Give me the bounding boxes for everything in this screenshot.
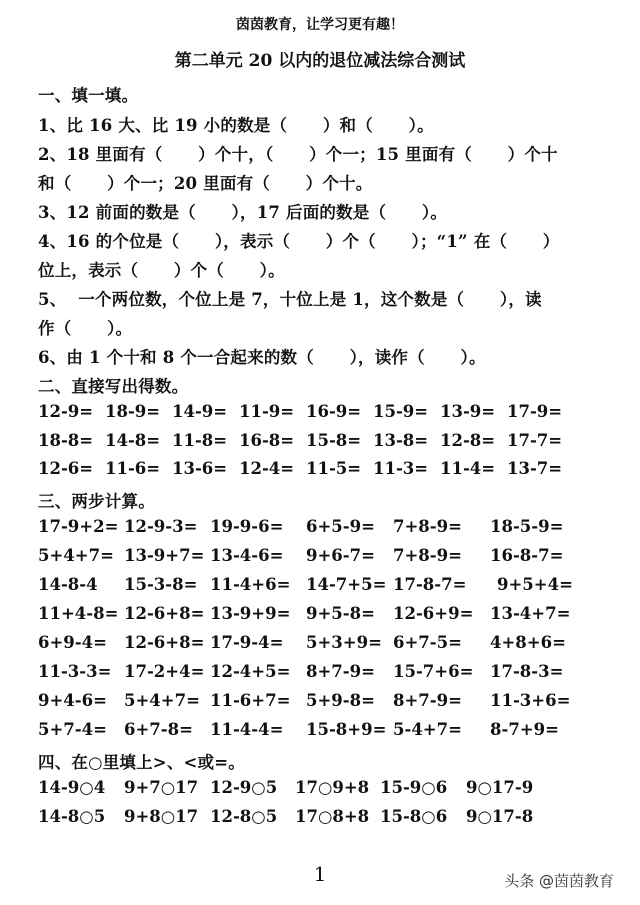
calc-item: 8+7-9= — [306, 662, 375, 681]
calc-row — [38, 546, 618, 570]
calc-row — [38, 431, 618, 455]
calc-item: 9+5+4= — [497, 575, 573, 594]
compare-item: 15-9○6 — [380, 778, 448, 797]
calc-item: 13-4+7= — [490, 604, 571, 623]
question-line: 和（ ）个一；20 里面有（ ）个十。 — [38, 174, 373, 193]
calc-item: 15-8+9= — [306, 720, 387, 739]
calc-item: 9+6-7= — [306, 546, 375, 565]
section1-heading: 一、填一填。 — [38, 86, 139, 105]
calc-item: 17-2+4= — [124, 662, 205, 681]
page-number: 1 — [313, 862, 327, 886]
calc-item: 12-6+8= — [124, 604, 205, 623]
question-line: 2、18 里面有（ ）个十，（ ）个一；15 里面有（ ）个十 — [38, 145, 558, 164]
page-title: 第二单元 20 以内的退位减法综合测试 — [174, 51, 466, 71]
calc-item: 15-7+6= — [393, 662, 474, 681]
calc-item: 17-9-4= — [210, 633, 284, 652]
calc-item: 5-4+7= — [393, 720, 462, 739]
calc-item: 12-6+8= — [124, 633, 205, 652]
calc-item: 11-6= — [105, 459, 161, 478]
calc-item: 14-7+5= — [306, 575, 387, 594]
calc-item: 7+8-9= — [393, 546, 462, 565]
calc-item: 8-7+9= — [490, 720, 559, 739]
calc-item: 11-5= — [306, 459, 362, 478]
calc-item: 13-9+7= — [124, 546, 205, 565]
question-line: 1、比 16 大、比 19 小的数是（ ）和（ ）。 — [38, 116, 434, 135]
section2-heading: 二、直接写出得数。 — [38, 377, 189, 396]
calc-item: 11-4= — [440, 459, 496, 478]
calc-item: 11+4-8= — [38, 604, 119, 623]
calc-row — [38, 691, 618, 715]
calc-item: 18-8= — [38, 431, 94, 450]
calc-item: 6+5-9= — [306, 517, 375, 536]
calc-item: 15-9= — [373, 402, 429, 421]
calc-row — [38, 604, 618, 628]
calc-item: 12-4= — [239, 459, 295, 478]
compare-item: 12-9○5 — [210, 778, 278, 797]
calc-item: 8+7-9= — [393, 691, 462, 710]
calc-row — [38, 402, 618, 426]
calc-row — [38, 720, 618, 744]
calc-item: 12-4+5= — [210, 662, 291, 681]
calc-item: 17-8-7= — [393, 575, 467, 594]
calc-item: 7+8-9= — [393, 517, 462, 536]
compare-item: 12-8○5 — [210, 807, 278, 826]
compare-item: 9+8○17 — [124, 807, 199, 826]
calc-item: 13-7= — [507, 459, 563, 478]
calc-item: 15-8= — [306, 431, 362, 450]
compare-item: 9○17-9 — [466, 778, 534, 797]
compare-item: 9○17-8 — [466, 807, 534, 826]
calc-item: 5+4+7= — [124, 691, 200, 710]
calc-item: 11-3-3= — [38, 662, 112, 681]
calc-item: 9+5-8= — [306, 604, 375, 623]
calc-item: 6+7-5= — [393, 633, 462, 652]
compare-row — [38, 778, 618, 802]
calc-item: 16-9= — [306, 402, 362, 421]
compare-item: 17○9+8 — [295, 778, 370, 797]
calc-item: 11-3+6= — [490, 691, 571, 710]
watermark: 头条 @茵茵教育 — [504, 872, 614, 890]
calc-item: 12-6+9= — [393, 604, 474, 623]
calc-item: 14-8-4 — [38, 575, 98, 594]
calc-item: 5+7-4= — [38, 720, 107, 739]
calc-item: 17-7= — [507, 431, 563, 450]
compare-item: 15-8○6 — [380, 807, 448, 826]
calc-item: 13-8= — [373, 431, 429, 450]
calc-item: 11-8= — [172, 431, 228, 450]
calc-row — [38, 517, 618, 541]
calc-item: 13-9= — [440, 402, 496, 421]
calc-item: 11-6+7= — [210, 691, 291, 710]
calc-row — [38, 459, 618, 483]
calc-item: 5+9-8= — [306, 691, 375, 710]
calc-item: 19-9-6= — [210, 517, 284, 536]
calc-row — [38, 662, 618, 686]
calc-item: 12-9= — [38, 402, 94, 421]
calc-item: 5+3+9= — [306, 633, 382, 652]
compare-item: 14-8○5 — [38, 807, 106, 826]
calc-item: 15-3-8= — [124, 575, 198, 594]
calc-item: 17-9= — [507, 402, 563, 421]
calc-item: 16-8= — [239, 431, 295, 450]
calc-item: 18-5-9= — [490, 517, 564, 536]
compare-item: 17○8+8 — [295, 807, 370, 826]
calc-row — [38, 633, 618, 657]
page-header: 茵茵教育，让学习更有趣！ — [236, 17, 404, 33]
calc-item: 13-9+9= — [210, 604, 291, 623]
calc-item: 11-3= — [373, 459, 429, 478]
calc-item: 9+4-6= — [38, 691, 107, 710]
calc-item: 13-6= — [172, 459, 228, 478]
calc-item: 17-8-3= — [490, 662, 564, 681]
calc-item: 12-6= — [38, 459, 94, 478]
calc-item: 13-4-6= — [210, 546, 284, 565]
calc-item: 11-4+6= — [210, 575, 291, 594]
question-line: 4、16 的个位是（ ），表示（ ）个（ ）；“1” 在（ ） — [38, 232, 560, 251]
section4-heading: 四、在○里填上>、<或=。 — [38, 753, 245, 772]
calc-item: 14-9= — [172, 402, 228, 421]
question-line: 5、 一个两位数，个位上是 7，十位上是 1，这个数是（ ），读 — [38, 290, 542, 309]
calc-item: 17-9+2= — [38, 517, 119, 536]
calc-item: 6+7-8= — [124, 720, 193, 739]
calc-item: 6+9-4= — [38, 633, 107, 652]
calc-item: 12-9-3= — [124, 517, 198, 536]
question-line: 位上，表示（ ）个（ ）。 — [38, 261, 285, 280]
calc-item: 4+8+6= — [490, 633, 566, 652]
calc-row — [38, 575, 618, 599]
calc-item: 11-9= — [239, 402, 295, 421]
question-line: 6、由 1 个十和 8 个一合起来的数（ ），读作（ ）。 — [38, 348, 486, 367]
compare-item: 9+7○17 — [124, 778, 199, 797]
calc-item: 12-8= — [440, 431, 496, 450]
question-line: 3、12 前面的数是（ ），17 后面的数是（ ）。 — [38, 203, 448, 222]
calc-item: 18-9= — [105, 402, 161, 421]
calc-item: 16-8-7= — [490, 546, 564, 565]
calc-item: 5+4+7= — [38, 546, 114, 565]
compare-item: 14-9○4 — [38, 778, 106, 797]
calc-item: 14-8= — [105, 431, 161, 450]
compare-row — [38, 807, 618, 831]
section3-heading: 三、两步计算。 — [38, 492, 155, 511]
calc-item: 11-4-4= — [210, 720, 284, 739]
question-line: 作（ ）。 — [38, 319, 133, 338]
